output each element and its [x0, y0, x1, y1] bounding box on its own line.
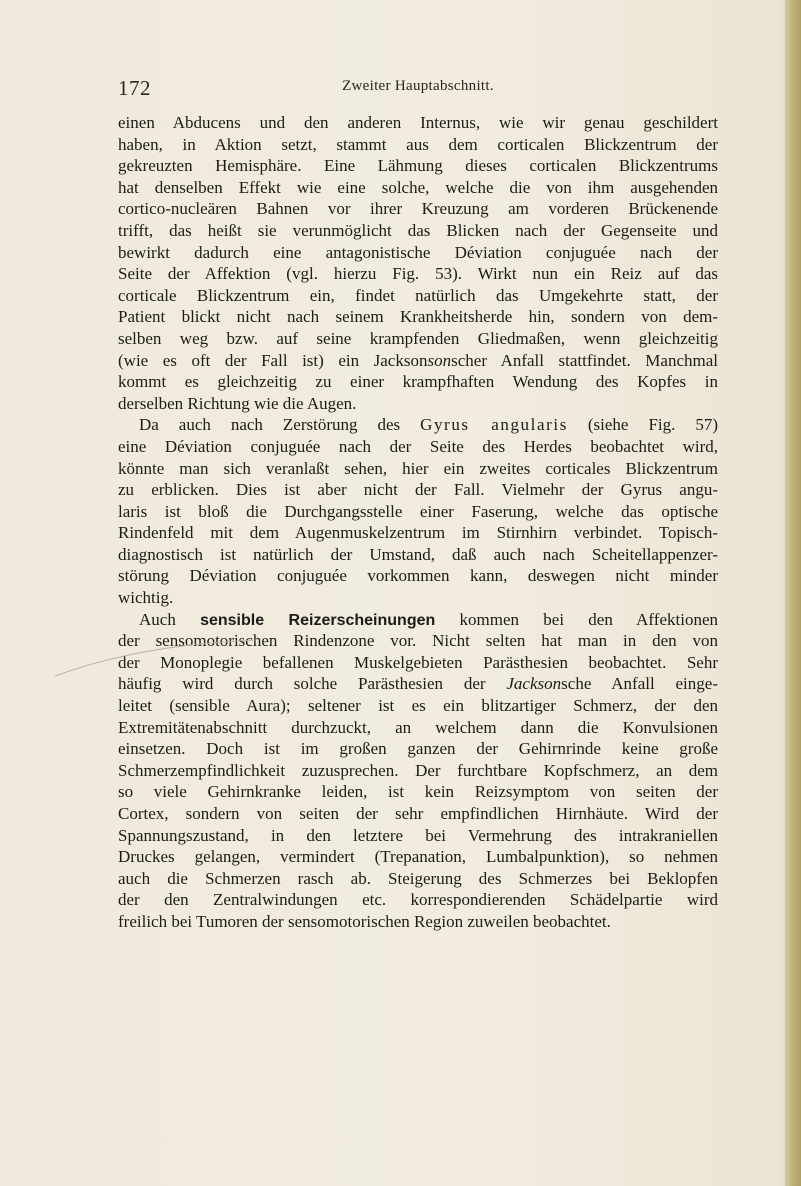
pencil-mark [50, 638, 260, 678]
text-line: kommt es gleichzeitig zu einer krampfhaften Wendung des Kopfes in [118, 372, 718, 392]
text-run: häufig wird durch solche Parästhesien der [118, 674, 507, 694]
text-run: Auch [139, 609, 201, 629]
text-line: Patient blickt nicht nach seinem Krankheitsherde hin, sondern von dem- [118, 307, 718, 327]
text-line: eine Déviation conjuguée nach der Seite des Herdes beobachtet wird, [118, 436, 718, 456]
text-line: Seite der Affektion (vgl. hierzu Fig. 53). Wirkt nun ein Reiz auf das [118, 264, 718, 284]
text-run: Da auch nach Zerstörung des [139, 415, 421, 435]
text-line: freilich bei Tumoren der sensomotorischen Region zuweilen beobachtet. [118, 911, 611, 931]
text-run: (siehe Fig. 57) [567, 415, 718, 435]
text-line: könnte man sich veranlaßt sehen, hier ein zweites corticales Blickzentrum [118, 458, 718, 478]
text-line: Cortex, sondern von seiten der sehr empfindlichen Hirnhäute. Wird der [118, 804, 718, 823]
text-line [118, 350, 718, 372]
text-run: sche Anfall einge- [561, 674, 718, 694]
text-line: einen Abducens und den anderen Internus, wie wir genau geschildert [118, 113, 718, 132]
text-line: der den Zentralwindungen etc. korrespondierenden Schädelpartie wird [118, 890, 718, 910]
paragraph-start-line [118, 609, 718, 631]
page-edge [785, 0, 801, 1186]
italic-run: son [427, 350, 452, 370]
text-line: Druckes gelangen, vermindert (Trepanation, Lumbalpunktion), so nehmen [118, 847, 718, 867]
body-text [118, 112, 718, 933]
text-line: Rindenfeld mit dem Augenmuskelzentrum im Stirnhirn verbindet. Topisch- [118, 523, 718, 543]
text-line: so viele Gehirnkranke leiden, ist kein Reizsymptom von seiten der [118, 782, 718, 802]
text-line [118, 242, 718, 264]
text-line: zu erblicken. Dies ist aber nicht der Fall. Vielmehr der Gyrus angu- [118, 480, 718, 500]
text-line: haben, in Aktion setzt, stammt aus dem corticalen Blickzentrum der [118, 134, 718, 154]
text-run: (wie es oft der Fall ist) ein Jackson [118, 350, 428, 370]
text-line: Extremitätenabschnitt durchzuckt, an welchem dann die Konvulsionen [118, 717, 718, 737]
text-run: kommen bei den Affektionen [435, 609, 718, 629]
text-line: laris ist bloß die Durchgangsstelle einer Faserung, welche das optische [118, 501, 718, 521]
text-run: scher Anfall stattfindet. Manchmal [451, 350, 718, 370]
page-header [118, 76, 718, 98]
text-line: hat denselben Effekt wie eine solche, welche die von ihm ausgehenden [118, 177, 718, 197]
text-line: Schmerzempfindlichkeit zuzusprechen. Der furchtbare Kopfschmerz, an dem [118, 760, 718, 780]
italic-run: Jackson [506, 674, 562, 694]
text-line: corticale Blickzentrum ein, findet natürlich das Umgekehrte statt, der [118, 285, 718, 305]
running-title: Zweiter Hauptabschnitt. [342, 78, 494, 94]
text-line: diagnostisch ist natürlich der Umstand, daß auch nach Scheitellappenzer- [118, 544, 718, 564]
text-line: wichtig. [118, 588, 174, 608]
text-line: einsetzen. Doch ist im großen ganzen der Gehirnrinde keine große [118, 739, 718, 759]
text-line: derselben Richtung wie die Augen. [118, 393, 357, 413]
text-line: cortico-nucleären Bahnen vor ihrer Kreuzung am vorderen Brückenende [118, 199, 718, 219]
text-line: störung Déviation conjuguée vorkommen kann, deswegen nicht minder [118, 566, 718, 586]
text-line: trifft, das heißt sie verunmöglicht das Blicken nach der Gegenseite und [118, 220, 718, 240]
text-line: auch die Schmerzen rasch ab. Steigerung des Schmerzes bei Beklopfen [118, 868, 718, 888]
bold-term: sensible Reizerscheinungen [200, 611, 436, 629]
text-line: Spannungszustand, in den letztere bei Vermehrung des intrakraniellen [118, 825, 718, 845]
text-line: der Monoplegie befallenen Muskelgebieten Parästhesien beobachtet. Sehr [118, 652, 718, 672]
text-line: der sensomotorischen Rindenzone vor. Nicht selten hat man in den von [118, 631, 718, 651]
text-line: selben weg bzw. auf seine krampfenden Gliedmaßen, wenn gleichzeitig [118, 328, 718, 348]
page-number: 172 [118, 76, 151, 100]
paragraph-start-line [118, 414, 718, 436]
text-line: leitet (sensible Aura); seltener ist es ein blitzartiger Schmerz, der den [118, 696, 718, 716]
spaced-term: Gyrus angularis [420, 415, 568, 435]
text-run: bewirkt dadurch eine antagonistische Déviation conjuguée nach der [118, 242, 718, 262]
text-line: gekreuzten Hemisphäre. Eine Lähmung dieses corticalen Blickzentrums [118, 156, 718, 176]
